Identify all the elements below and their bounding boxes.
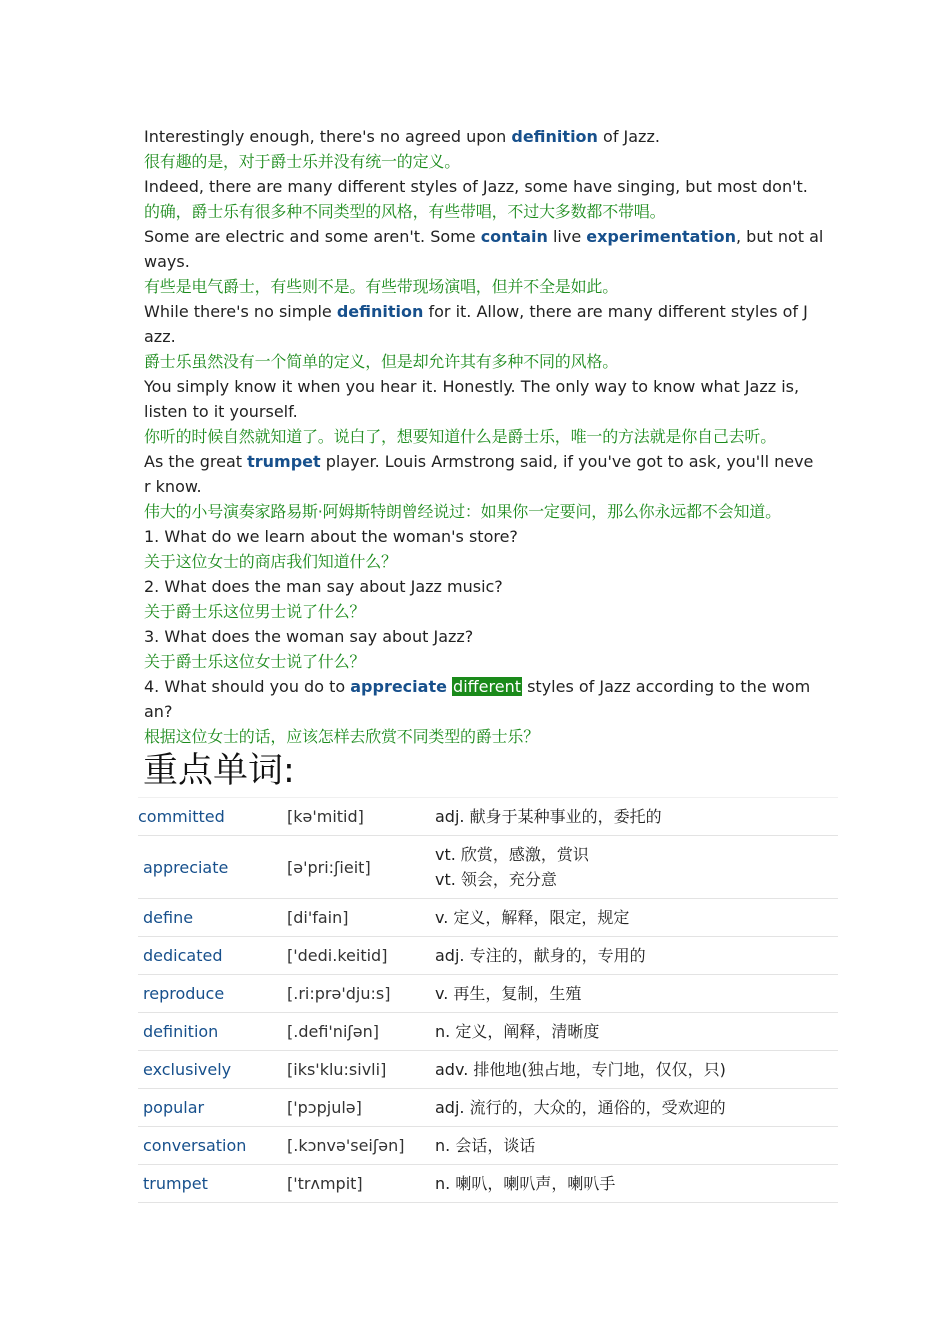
text-run: player. Louis Armstrong said, if you've got to ask, you'll neve <box>320 452 814 471</box>
english-line <box>144 474 812 499</box>
highlighted-word: different <box>453 677 521 696</box>
vocab-row <box>138 1051 838 1089</box>
definition-line: vt. 欣赏，感激，赏识 <box>435 845 589 864</box>
vocab-phonetic: [.defi'niʃən] <box>287 1013 435 1051</box>
text-run: , but not al <box>735 227 824 246</box>
english-line <box>144 224 824 249</box>
vocab-word[interactable]: dedicated <box>138 937 287 975</box>
vocab-word[interactable]: appreciate <box>138 836 287 899</box>
chinese-line <box>144 274 812 299</box>
vocab-definition <box>435 899 838 937</box>
definition-line: adv. 排他地(独占地，专门地，仅仅，只) <box>435 1060 726 1079</box>
definition-line: v. 定义，解释，限定，规定 <box>435 908 630 927</box>
vocab-definition <box>435 1089 838 1127</box>
vocab-word[interactable]: popular <box>138 1089 287 1127</box>
chinese-line <box>144 549 812 574</box>
definition-line: n. 会话，谈话 <box>435 1136 536 1155</box>
vocab-row <box>138 899 838 937</box>
vocab-word[interactable]: define <box>138 899 287 937</box>
text-run: ways. <box>144 252 190 271</box>
vocab-phonetic: ['pɔpjulə] <box>287 1089 435 1127</box>
text-run: azz. <box>144 327 176 346</box>
vocab-phonetic: [.kɔnvə'seiʃən] <box>287 1127 435 1165</box>
chinese-line <box>144 424 812 449</box>
vocab-heading: 重点单词: <box>143 751 295 791</box>
keyword-link[interactable]: definition <box>511 127 598 146</box>
vocab-table <box>138 797 838 1203</box>
vocab-definition <box>435 1127 838 1165</box>
text-run: 爵士乐虽然没有一个简单的定义，但是却允许其有多种不同的风格。 <box>144 352 619 371</box>
chinese-line <box>144 149 812 174</box>
chinese-line <box>144 199 812 224</box>
text-run: Interestingly enough, there's no agreed upon <box>144 127 512 146</box>
text-run: You simply know it when you hear it. Honestly. The only way to know what Jazz is, <box>144 377 800 396</box>
vocab-phonetic: [iks'klu:sivli] <box>287 1051 435 1089</box>
vocab-definition <box>435 1013 838 1051</box>
english-line <box>144 449 812 474</box>
text-run: 你听的时候自然就知道了。说白了，想要知道什么是爵士乐，唯一的方法就是你自己去听。 <box>144 427 777 446</box>
text-run: 2. What does the man say about Jazz music? <box>144 577 503 596</box>
vocab-phonetic: [di'fain] <box>287 899 435 937</box>
english-line <box>144 324 812 349</box>
english-line <box>144 124 812 149</box>
vocab-definition <box>435 975 838 1013</box>
text-run: an? <box>144 702 173 721</box>
english-line <box>144 299 812 324</box>
text-run: 1. What do we learn about the woman's store? <box>144 527 518 546</box>
vocab-phonetic: ['trʌmpit] <box>287 1165 435 1203</box>
text-run: 有些是电气爵士，有些则不是。有些带现场演唱，但并不全是如此。 <box>144 277 619 296</box>
vocab-phonetic: [.ri:prə'dju:s] <box>287 975 435 1013</box>
vocab-row <box>138 975 838 1013</box>
vocab-word[interactable]: committed <box>138 798 287 836</box>
vocab-definition <box>435 836 838 899</box>
text-run: for it. Allow, there are many different styles of J <box>423 302 808 321</box>
english-line <box>144 699 812 724</box>
text-run: 4. What should you do to <box>144 677 351 696</box>
vocab-definition <box>435 1165 838 1203</box>
text-run: 的确，爵士乐有很多种不同类型的风格，有些带唱，不过大多数都不带唱。 <box>144 202 666 221</box>
english-line <box>144 399 812 424</box>
english-line <box>144 374 812 399</box>
chinese-line <box>144 349 812 374</box>
vocab-word[interactable]: definition <box>138 1013 287 1051</box>
text-run: As the great <box>144 452 248 471</box>
keyword-link[interactable]: experimentation <box>586 227 736 246</box>
vocab-definition <box>435 937 838 975</box>
definition-line: adj. 流行的，大众的，通俗的，受欢迎的 <box>435 1098 726 1117</box>
vocab-phonetic: [kə'mitid] <box>287 798 435 836</box>
english-line <box>144 174 812 199</box>
vocab-row <box>138 1127 838 1165</box>
passage-section <box>143 124 824 793</box>
chinese-line <box>144 599 812 624</box>
chinese-line <box>144 649 812 674</box>
vocab-row <box>138 798 838 836</box>
text-run: 3. What does the woman say about Jazz? <box>144 627 474 646</box>
keyword-link[interactable]: appreciate <box>350 677 447 696</box>
english-line <box>144 624 812 649</box>
english-line <box>144 524 812 549</box>
vocab-word[interactable]: trumpet <box>138 1165 287 1203</box>
vocab-phonetic: [ə'pri:ʃieit] <box>287 836 435 899</box>
text-run: 很有趣的是，对于爵士乐并没有统一的定义。 <box>144 152 461 171</box>
text-run: 根据这位女士的话，应该怎样去欣赏不同类型的爵士乐？ <box>144 727 540 746</box>
keyword-link[interactable]: trumpet <box>247 452 321 471</box>
vocab-row <box>138 1165 838 1203</box>
vocab-row <box>138 1013 838 1051</box>
text-run: Indeed, there are many different styles of Jazz, some have singing, but most don't. <box>144 177 808 196</box>
text-run: styles of Jazz according to the wom <box>522 677 811 696</box>
text-run: of Jazz. <box>597 127 660 146</box>
vocab-phonetic: ['dedi.keitid] <box>287 937 435 975</box>
keyword-link[interactable]: definition <box>336 302 424 321</box>
chinese-line <box>144 724 812 749</box>
definition-line: adj. 献身于某种事业的，委托的 <box>435 807 662 826</box>
vocab-word[interactable]: exclusively <box>138 1051 287 1089</box>
text-run: Some are electric and some aren't. Some <box>144 227 481 246</box>
vocab-word[interactable]: reproduce <box>138 975 287 1013</box>
vocab-definition <box>435 798 838 836</box>
text-run: listen to it yourself. <box>144 402 298 421</box>
vocab-row <box>138 836 838 899</box>
vocab-word[interactable]: conversation <box>138 1127 287 1165</box>
text-run: 关于爵士乐这位女士说了什么？ <box>144 652 366 671</box>
definition-line: adj. 专注的，献身的，专用的 <box>435 946 646 965</box>
definition-line: n. 定义，阐释，清晰度 <box>435 1022 600 1041</box>
english-line <box>144 574 812 599</box>
definition-line: v. 再生，复制，生殖 <box>435 984 582 1003</box>
text-run: 关于爵士乐这位男士说了什么？ <box>144 602 366 621</box>
vocab-definition <box>435 1051 838 1089</box>
text-run: r know. <box>144 477 202 496</box>
vocab-row <box>138 1089 838 1127</box>
bilingual-passage <box>144 124 824 749</box>
english-line <box>144 249 812 274</box>
text-run: 关于这位女士的商店我们知道什么？ <box>144 552 397 571</box>
text-run: live <box>547 227 587 246</box>
chinese-line <box>144 499 812 524</box>
vocab-row <box>138 937 838 975</box>
definition-line: vt. 领会，充分意 <box>435 870 557 889</box>
text-run: 伟大的小号演奏家路易斯·阿姆斯特朗曾经说过：如果你一定要问，那么你永远都不会知道。 <box>144 502 781 521</box>
english-line <box>144 674 812 699</box>
definition-line: n. 喇叭，喇叭声，喇叭手 <box>435 1174 616 1193</box>
keyword-link[interactable]: contain <box>480 227 548 246</box>
text-run: While there's no simple <box>144 302 337 321</box>
